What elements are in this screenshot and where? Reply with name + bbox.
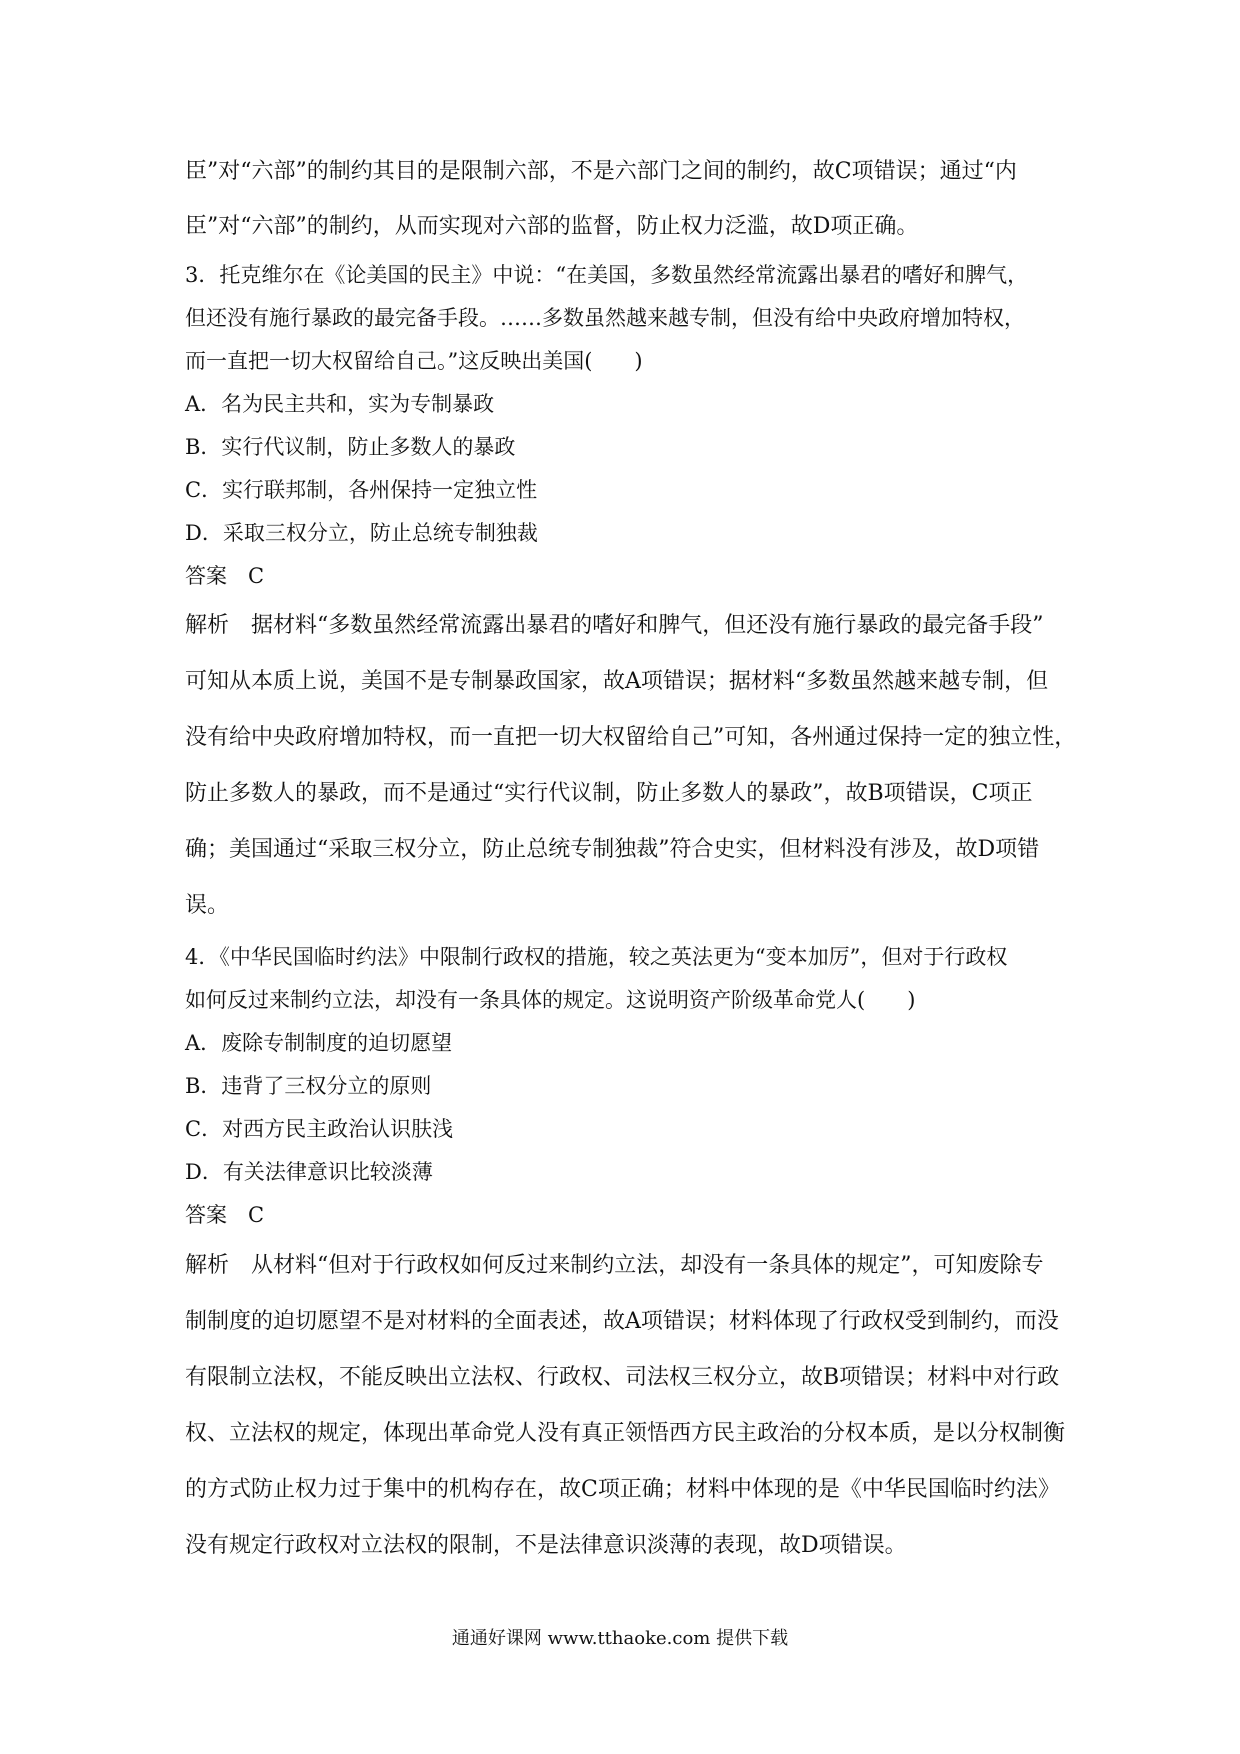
page-footer: 通通好课网 www.tthaoke.com 提供下载 <box>451 1628 789 1649</box>
question-stem-line: 3．托克维尔在《论美国的民主》中说：“在美国，多数虽然经常流露出暴君的嗜好和脾气， <box>185 263 1029 287</box>
answer: 答案 C <box>185 564 265 588</box>
explanation-line: 制制度的迫切愿望不是对材料的全面表述，故A项错误；材料体现了行政权受到制约，而没 <box>185 1309 1059 1334</box>
answer: 答案 C <box>185 1203 265 1227</box>
option-b: B．违背了三权分立的原则 <box>185 1074 432 1098</box>
option-c: C．对西方民主政治认识肤浅 <box>185 1117 454 1141</box>
text-line: 臣”对“六部”的制约其目的是限制六部，不是六部门之间的制约，故C项错误；通过“内 <box>185 159 1017 184</box>
option-c: C．实行联邦制，各州保持一定独立性 <box>185 478 538 502</box>
explanation-line: 误。 <box>185 893 230 918</box>
explanation-line: 权、立法权的规定，体现出革命党人没有真正领悟西方民主政治的分权本质，是以分权制衡 <box>185 1421 1066 1446</box>
explanation-line: 解析 从材料“但对于行政权如何反过来制约立法，却没有一条具体的规定”，可知废除专 <box>185 1253 1044 1278</box>
question-stem-line: 4．《中华民国临时约法》中限制行政权的措施，较之英法更为“变本加厉”，但对于行政权 <box>185 945 1008 969</box>
explanation-line: 有限制立法权，不能反映出立法权、行政权、司法权三权分立，故B项错误；材料中对行政 <box>185 1365 1060 1390</box>
option-d: D．有关法律意识比较淡薄 <box>185 1160 433 1184</box>
option-a: A．废除专制制度的迫切愿望 <box>185 1031 453 1055</box>
option-a: A．名为民主共和，实为专制暴政 <box>185 392 495 416</box>
question-stem-line: 而一直把一切大权留给自己。”这反映出美国( ) <box>185 349 643 373</box>
explanation-line: 防止多数人的暴政，而不是通过“实行代议制，防止多数人的暴政”，故B项错误，C项正 <box>185 781 1033 806</box>
explanation-line: 可知从本质上说，美国不是专制暴政国家，故A项错误；据材料“多数虽然越来越专制，但 <box>185 669 1049 694</box>
question-stem-line: 如何反过来制约立法，却没有一条具体的规定。这说明资产阶级革命党人( ) <box>185 988 916 1012</box>
question-stem-line: 但还没有施行暴政的最完备手段。……多数虽然越来越专制，但没有给中央政府增加特权， <box>185 306 1025 330</box>
text-line: 臣”对“六部”的制约，从而实现对六部的监督，防止权力泛滥，故D项正确。 <box>185 214 919 239</box>
explanation-line: 解析 据材料“多数虽然经常流露出暴君的嗜好和脾气，但还没有施行暴政的最完备手段” <box>185 613 1044 638</box>
option-b: B．实行代议制，防止多数人的暴政 <box>185 435 516 459</box>
explanation-line: 确；美国通过“采取三权分立，防止总统专制独裁”符合史实，但材料没有涉及，故D项错 <box>185 837 1040 862</box>
explanation-line: 没有规定行政权对立法权的限制，不是法律意识淡薄的表现，故D项错误。 <box>185 1533 907 1558</box>
option-d: D．采取三权分立，防止总统专制独裁 <box>185 521 538 545</box>
explanation-line: 没有给中央政府增加特权，而一直把一切大权留给自己”可知，各州通过保持一定的独立性， <box>185 725 1077 750</box>
explanation-line: 的方式防止权力过于集中的机构存在，故C项正确；材料中体现的是《中华民国临时约法》 <box>185 1477 1060 1502</box>
